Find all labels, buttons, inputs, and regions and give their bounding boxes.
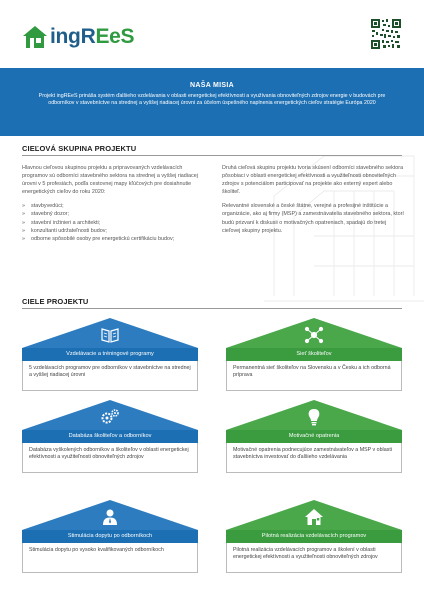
second-target-group-text: Druhá cieľová skupinu projektu tvoria skúsení odborníci stavebného sektora pôsobiaci v oblasti energetickej efektívnosti a využiteľnosti obnoviteľných zdrojov s potenciálom participovať na projekte ako externý expert alebo školiteľ. <box>222 165 404 196</box>
section-divider <box>22 308 402 309</box>
list-item: » stavebný dozor; <box>22 210 204 218</box>
goal-card-pilot-implementation <box>226 500 402 574</box>
qr-code-icon[interactable] <box>370 18 402 50</box>
mission-title: NAŠA MISIA <box>190 82 234 89</box>
mission-text: Projekt ingREeS prináša systém ďalšieho vzdelávania v oblasti energetickej efektívnosti a využívania obnoviteľných zdrojov energie v budovách pre odborníkov v stavebníctve na strednej a vyššej riadiacej úrovni za účelom úspešného naplnenia energetických cieľov stratégie Európa 2020 <box>38 93 386 107</box>
network-icon <box>304 326 324 344</box>
goal-card-text: Permanentná sieť školiteľov na Slovensku a v Česku a ich odborná príprava <box>226 361 402 391</box>
goal-card-text: Motivačné opatrenia podnecujúce zamestnávateľov a MSP v oblasti stavebníctva investovať do ďalšieho vzdelávania <box>226 443 402 473</box>
goal-card-trainer-network <box>226 318 402 392</box>
ingrees-logo <box>22 24 134 50</box>
gears-icon <box>100 408 120 426</box>
goal-card-text: 5 vzdelávacích programov pre odborníkov v stavebníctve na strednej a vyššej riadiacej úrovni <box>22 361 198 391</box>
profession-list <box>22 202 204 242</box>
third-target-group-text: Relevantné slovenské a české štátne, verejné a profesijné inštitúcie a organizácie, ako aj firmy (MSP) a zamestnávatelia stavebného sektora, ktorí budú prizvaní k diskusii o motivačných opatreniach, spadajú do tretej cieľovej skupiny projektu. <box>222 203 404 234</box>
logo-text-part1: ingR <box>50 25 96 48</box>
goal-card-title: Stimulácia dopytu po odborníkoch <box>22 530 198 543</box>
goal-card-title: Databáza školiteľov a odborníkov <box>22 430 198 443</box>
book-icon <box>100 326 120 344</box>
mission-banner <box>0 68 424 136</box>
target-group-intro: Hlavnou cieľovou skupinou projektu a pripravovaných vzdelávacích programov sú odborníci stavebného sektora na strednej a vyššej riadiacej úrovni v 5 profesiách, podľa cestovnej mapy kľúčových pre dosiahnutie energetických cieľov do roku 2020: <box>22 165 198 196</box>
target-group-right-column <box>222 164 404 241</box>
goal-card-text: Databáza vyškolených odborníkov a školiteľov v oblasti energetickej efektívnosti a využiteľnosti obnoviteľných zdrojov <box>22 443 198 473</box>
list-item: » stavební inžinieri a architekti; <box>22 219 204 227</box>
header <box>0 0 424 68</box>
goal-card-title: Motivačné opatrenia <box>226 430 402 443</box>
house-icon <box>304 508 324 526</box>
section-divider <box>22 155 402 156</box>
goal-card-demand-stimulation <box>22 500 198 574</box>
person-icon <box>100 508 120 526</box>
goal-card-title: Pilotná realizácia vzdelávacích programov <box>226 530 402 543</box>
goal-card-expert-database <box>22 400 198 474</box>
goal-card-text: Pilotná realizácia vzdelávacích programov a školení v oblasti energetickej efektívnosti a využiteľnosti obnoviteľných zdrojov <box>226 543 402 573</box>
target-group-left-column <box>22 164 204 243</box>
goal-card-title: Vzdelávacie a tréningové programy <box>22 348 198 361</box>
list-item: » konzultanti udržateľnosti budov; <box>22 227 204 235</box>
goals-title: CIELE PROJEKTU <box>22 297 89 306</box>
goal-card-motivation-measures <box>226 400 402 474</box>
goal-card-training-programs <box>22 318 198 392</box>
list-item: » odborne spôsobilé osoby pre energetickú certifikáciu budov; <box>22 235 204 243</box>
list-item: » stavbyvedúci; <box>22 202 204 210</box>
logo-text <box>50 25 134 49</box>
house-logo-icon <box>22 25 48 49</box>
lightbulb-icon <box>304 408 324 426</box>
logo-text-part2: EeS <box>95 25 135 48</box>
goal-card-text: Stimulácia dopytu po vysoko kvalifikovaných odborníkoch <box>22 543 198 573</box>
target-group-title: CIEĽOVÁ SKUPINA PROJEKTU <box>22 144 137 153</box>
goal-card-title: Sieť školiteľov <box>226 348 402 361</box>
